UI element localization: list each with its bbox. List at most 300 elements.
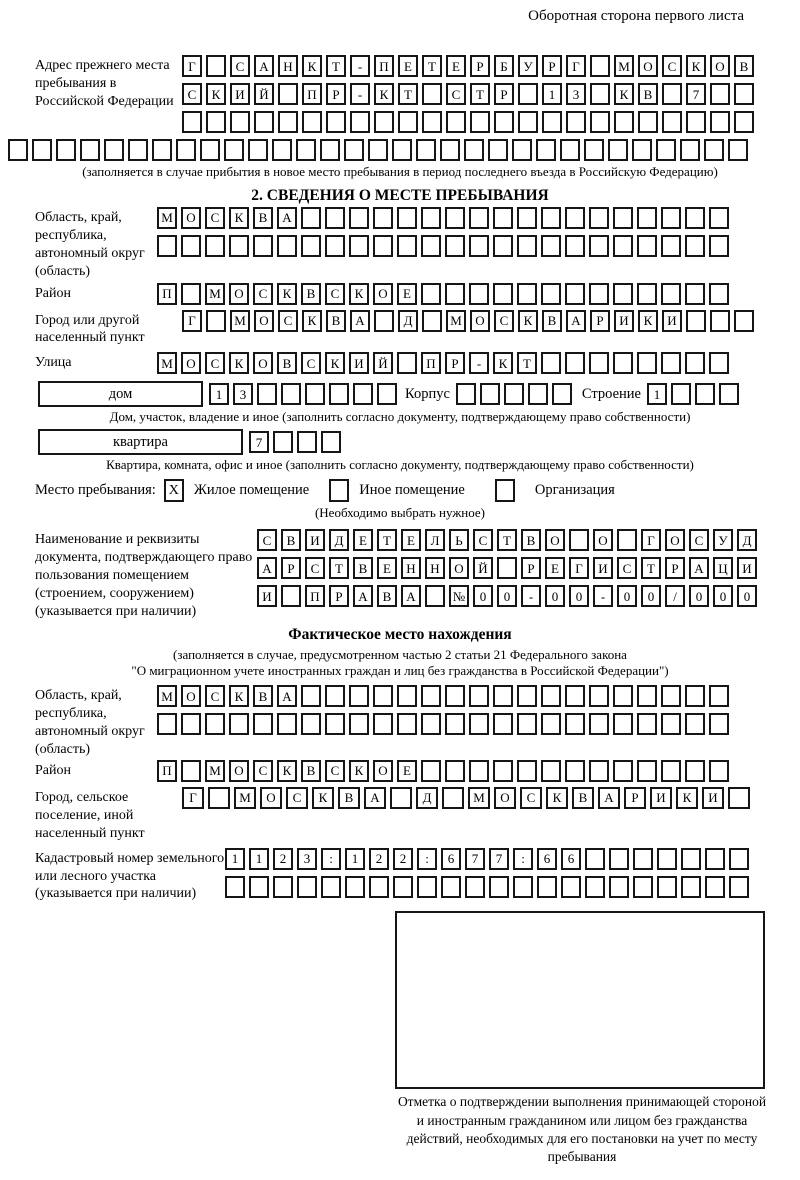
char-cell[interactable] [273, 876, 293, 898]
char-cell[interactable] [441, 876, 461, 898]
char-cell[interactable]: К [349, 760, 369, 782]
char-cell[interactable]: - [350, 83, 370, 105]
char-cell[interactable] [637, 760, 657, 782]
char-cell[interactable] [422, 83, 442, 105]
char-cell[interactable]: О [494, 787, 516, 809]
char-cell[interactable]: М [614, 55, 634, 77]
char-cell[interactable] [561, 876, 581, 898]
char-cell[interactable] [513, 876, 533, 898]
char-cell[interactable] [208, 787, 230, 809]
char-cell[interactable]: / [665, 585, 685, 607]
char-cell[interactable] [493, 207, 513, 229]
char-cell[interactable] [709, 235, 729, 257]
char-cell[interactable]: А [277, 685, 297, 707]
char-cell[interactable]: О [260, 787, 282, 809]
char-cell[interactable]: О [181, 685, 201, 707]
char-cell[interactable]: 1 [209, 383, 229, 405]
char-cell[interactable] [181, 760, 201, 782]
char-cell[interactable] [566, 111, 586, 133]
char-cell[interactable]: Ь [449, 529, 469, 551]
char-cell[interactable]: К [676, 787, 698, 809]
char-cell[interactable] [181, 713, 201, 735]
char-cell[interactable]: В [734, 55, 754, 77]
char-cell[interactable] [181, 283, 201, 305]
char-cell[interactable]: В [301, 283, 321, 305]
char-cell[interactable]: Ц [713, 557, 733, 579]
char-cell[interactable]: Е [446, 55, 466, 77]
char-cell[interactable]: Б [494, 55, 514, 77]
char-cell[interactable]: К [638, 310, 658, 332]
char-cell[interactable]: Е [397, 283, 417, 305]
char-cell[interactable]: 0 [713, 585, 733, 607]
char-cell[interactable] [552, 383, 572, 405]
char-cell[interactable]: А [277, 207, 297, 229]
char-cell[interactable]: О [373, 283, 393, 305]
char-cell[interactable] [272, 139, 292, 161]
char-cell[interactable] [302, 111, 322, 133]
char-cell[interactable]: К [302, 310, 322, 332]
char-cell[interactable] [637, 685, 657, 707]
char-cell[interactable]: Г [569, 557, 589, 579]
char-cell[interactable] [705, 848, 725, 870]
char-cell[interactable] [728, 139, 748, 161]
char-cell[interactable]: 0 [641, 585, 661, 607]
char-cell[interactable]: К [374, 83, 394, 105]
char-cell[interactable]: Т [398, 83, 418, 105]
char-cell[interactable]: С [286, 787, 308, 809]
char-cell[interactable] [517, 235, 537, 257]
char-cell[interactable] [253, 713, 273, 735]
char-cell[interactable] [518, 111, 538, 133]
char-cell[interactable] [541, 235, 561, 257]
char-cell[interactable]: С [520, 787, 542, 809]
char-cell[interactable]: К [229, 207, 249, 229]
char-cell[interactable]: А [350, 310, 370, 332]
char-cell[interactable]: С [301, 352, 321, 374]
char-cell[interactable]: А [401, 585, 421, 607]
char-cell[interactable] [469, 283, 489, 305]
char-cell[interactable] [541, 283, 561, 305]
char-cell[interactable] [325, 207, 345, 229]
char-cell[interactable]: Д [398, 310, 418, 332]
char-cell[interactable] [685, 352, 705, 374]
char-cell[interactable]: К [325, 352, 345, 374]
char-cell[interactable]: С [325, 283, 345, 305]
char-cell[interactable]: И [230, 83, 250, 105]
char-cell[interactable]: В [253, 207, 273, 229]
char-cell[interactable] [661, 283, 681, 305]
char-cell[interactable]: И [593, 557, 613, 579]
char-cell[interactable]: О [254, 310, 274, 332]
char-cell[interactable] [709, 283, 729, 305]
char-cell[interactable]: Т [326, 55, 346, 77]
char-cell[interactable] [277, 713, 297, 735]
char-cell[interactable] [277, 235, 297, 257]
char-cell[interactable] [614, 111, 634, 133]
char-cell[interactable] [590, 55, 610, 77]
char-cell[interactable]: 0 [497, 585, 517, 607]
char-cell[interactable]: П [374, 55, 394, 77]
char-cell[interactable] [321, 431, 341, 453]
char-cell[interactable] [181, 235, 201, 257]
char-cell[interactable] [442, 787, 464, 809]
char-cell[interactable] [390, 787, 412, 809]
char-cell[interactable] [297, 876, 317, 898]
char-cell[interactable] [325, 685, 345, 707]
char-cell[interactable]: 7 [686, 83, 706, 105]
char-cell[interactable]: И [257, 585, 277, 607]
char-cell[interactable] [417, 876, 437, 898]
char-cell[interactable]: Р [470, 55, 490, 77]
char-cell[interactable] [709, 713, 729, 735]
char-cell[interactable]: К [302, 55, 322, 77]
char-cell[interactable] [368, 139, 388, 161]
char-cell[interactable] [734, 310, 754, 332]
char-cell[interactable]: П [421, 352, 441, 374]
char-cell[interactable]: О [470, 310, 490, 332]
char-cell[interactable] [685, 685, 705, 707]
char-cell[interactable]: О [181, 352, 201, 374]
char-cell[interactable] [249, 876, 269, 898]
char-cell[interactable] [206, 55, 226, 77]
char-cell[interactable] [465, 876, 485, 898]
char-cell[interactable]: П [157, 283, 177, 305]
char-cell[interactable]: 3 [233, 383, 253, 405]
char-cell[interactable]: 1 [249, 848, 269, 870]
char-cell[interactable]: К [206, 83, 226, 105]
char-cell[interactable]: Н [425, 557, 445, 579]
char-cell[interactable]: С [230, 55, 250, 77]
char-cell[interactable] [281, 585, 301, 607]
char-cell[interactable] [609, 848, 629, 870]
char-cell[interactable] [421, 235, 441, 257]
char-cell[interactable] [709, 685, 729, 707]
char-cell[interactable]: 2 [273, 848, 293, 870]
char-cell[interactable] [273, 431, 293, 453]
char-cell[interactable] [493, 760, 513, 782]
char-cell[interactable]: Т [377, 529, 397, 551]
char-cell[interactable]: Е [401, 529, 421, 551]
char-cell[interactable]: К [229, 352, 249, 374]
char-cell[interactable]: В [281, 529, 301, 551]
char-cell[interactable] [206, 111, 226, 133]
char-cell[interactable] [205, 235, 225, 257]
char-cell[interactable] [353, 383, 373, 405]
char-cell[interactable] [257, 383, 277, 405]
char-cell[interactable]: 0 [617, 585, 637, 607]
char-cell[interactable]: 0 [689, 585, 709, 607]
char-cell[interactable]: К [312, 787, 334, 809]
char-cell[interactable]: И [737, 557, 757, 579]
char-cell[interactable] [325, 235, 345, 257]
char-cell[interactable] [710, 83, 730, 105]
char-cell[interactable]: Р [329, 585, 349, 607]
char-cell[interactable] [32, 139, 52, 161]
char-cell[interactable] [445, 685, 465, 707]
char-cell[interactable]: 3 [297, 848, 317, 870]
char-cell[interactable] [589, 352, 609, 374]
char-cell[interactable] [565, 235, 585, 257]
char-cell[interactable]: О [593, 529, 613, 551]
char-cell[interactable] [709, 760, 729, 782]
char-cell[interactable]: И [614, 310, 634, 332]
char-cell[interactable] [584, 139, 604, 161]
char-cell[interactable]: 6 [561, 848, 581, 870]
char-cell[interactable] [206, 310, 226, 332]
char-cell[interactable]: О [449, 557, 469, 579]
char-cell[interactable]: Д [737, 529, 757, 551]
char-cell[interactable]: Т [422, 55, 442, 77]
char-cell[interactable] [662, 83, 682, 105]
checkbox-organizatsiya[interactable] [495, 479, 515, 502]
char-cell[interactable] [637, 352, 657, 374]
char-cell[interactable] [469, 685, 489, 707]
char-cell[interactable] [469, 207, 489, 229]
char-cell[interactable]: Р [590, 310, 610, 332]
char-cell[interactable] [705, 876, 725, 898]
char-cell[interactable]: И [305, 529, 325, 551]
char-cell[interactable]: Е [545, 557, 565, 579]
char-cell[interactable]: Г [182, 787, 204, 809]
char-cell[interactable]: И [349, 352, 369, 374]
char-cell[interactable]: У [713, 529, 733, 551]
char-cell[interactable] [493, 713, 513, 735]
char-cell[interactable]: М [157, 352, 177, 374]
char-cell[interactable] [657, 848, 677, 870]
char-cell[interactable] [542, 111, 562, 133]
char-cell[interactable]: К [686, 55, 706, 77]
char-cell[interactable] [176, 139, 196, 161]
char-cell[interactable] [422, 111, 442, 133]
char-cell[interactable]: В [377, 585, 397, 607]
char-cell[interactable] [662, 111, 682, 133]
char-cell[interactable] [377, 383, 397, 405]
char-cell[interactable] [157, 713, 177, 735]
char-cell[interactable]: Г [641, 529, 661, 551]
char-cell[interactable] [349, 713, 369, 735]
char-cell[interactable] [278, 111, 298, 133]
char-cell[interactable]: 2 [393, 848, 413, 870]
char-cell[interactable]: П [302, 83, 322, 105]
char-cell[interactable] [565, 685, 585, 707]
char-cell[interactable] [632, 139, 652, 161]
char-cell[interactable] [349, 685, 369, 707]
char-cell[interactable] [637, 283, 657, 305]
char-cell[interactable] [637, 713, 657, 735]
char-cell[interactable] [504, 383, 524, 405]
char-cell[interactable]: О [665, 529, 685, 551]
char-cell[interactable] [565, 352, 585, 374]
char-cell[interactable]: С [325, 760, 345, 782]
char-cell[interactable] [661, 235, 681, 257]
char-cell[interactable] [445, 235, 465, 257]
char-cell[interactable]: С [662, 55, 682, 77]
char-cell[interactable] [224, 139, 244, 161]
char-cell[interactable] [728, 787, 750, 809]
char-cell[interactable]: С [253, 760, 273, 782]
char-cell[interactable] [393, 876, 413, 898]
char-cell[interactable] [617, 529, 637, 551]
char-cell[interactable]: В [277, 352, 297, 374]
char-cell[interactable] [497, 557, 517, 579]
char-cell[interactable] [661, 760, 681, 782]
char-cell[interactable] [613, 235, 633, 257]
char-cell[interactable] [445, 207, 465, 229]
char-cell[interactable] [734, 111, 754, 133]
char-cell[interactable]: Й [473, 557, 493, 579]
char-cell[interactable] [585, 876, 605, 898]
char-cell[interactable] [374, 310, 394, 332]
char-cell[interactable]: В [253, 685, 273, 707]
char-cell[interactable] [392, 139, 412, 161]
char-cell[interactable] [613, 760, 633, 782]
char-cell[interactable] [425, 585, 445, 607]
char-cell[interactable]: О [710, 55, 730, 77]
char-cell[interactable]: С [446, 83, 466, 105]
char-cell[interactable] [225, 876, 245, 898]
char-cell[interactable]: А [566, 310, 586, 332]
char-cell[interactable] [305, 383, 325, 405]
char-cell[interactable]: К [518, 310, 538, 332]
char-cell[interactable]: - [350, 55, 370, 77]
char-cell[interactable] [445, 713, 465, 735]
char-cell[interactable] [320, 139, 340, 161]
char-cell[interactable]: 1 [345, 848, 365, 870]
char-cell[interactable] [421, 207, 441, 229]
char-cell[interactable] [104, 139, 124, 161]
char-cell[interactable] [719, 383, 739, 405]
char-cell[interactable]: А [254, 55, 274, 77]
char-cell[interactable] [565, 283, 585, 305]
char-cell[interactable] [344, 139, 364, 161]
char-cell[interactable]: 7 [489, 848, 509, 870]
checkbox-zhiloe[interactable]: X [164, 479, 184, 502]
char-cell[interactable] [493, 235, 513, 257]
char-cell[interactable]: С [253, 283, 273, 305]
char-cell[interactable] [480, 383, 500, 405]
char-cell[interactable] [589, 713, 609, 735]
char-cell[interactable]: А [257, 557, 277, 579]
char-cell[interactable]: - [593, 585, 613, 607]
char-cell[interactable]: П [305, 585, 325, 607]
char-cell[interactable] [512, 139, 532, 161]
char-cell[interactable] [671, 383, 691, 405]
char-cell[interactable]: 2 [369, 848, 389, 870]
char-cell[interactable] [469, 760, 489, 782]
char-cell[interactable]: Н [278, 55, 298, 77]
char-cell[interactable] [349, 235, 369, 257]
char-cell[interactable] [325, 713, 345, 735]
char-cell[interactable]: С [205, 207, 225, 229]
char-cell[interactable] [656, 139, 676, 161]
char-cell[interactable]: М [468, 787, 490, 809]
char-cell[interactable] [565, 713, 585, 735]
char-cell[interactable]: Р [542, 55, 562, 77]
char-cell[interactable] [464, 139, 484, 161]
char-cell[interactable] [613, 352, 633, 374]
char-cell[interactable]: 0 [473, 585, 493, 607]
char-cell[interactable] [398, 111, 418, 133]
char-cell[interactable]: С [473, 529, 493, 551]
char-cell[interactable]: Р [624, 787, 646, 809]
char-cell[interactable]: В [638, 83, 658, 105]
char-cell[interactable] [373, 713, 393, 735]
char-cell[interactable] [446, 111, 466, 133]
char-cell[interactable] [297, 431, 317, 453]
char-cell[interactable] [421, 685, 441, 707]
char-cell[interactable] [205, 713, 225, 735]
char-cell[interactable] [373, 207, 393, 229]
char-cell[interactable] [541, 760, 561, 782]
char-cell[interactable] [80, 139, 100, 161]
char-cell[interactable]: В [521, 529, 541, 551]
char-cell[interactable]: О [181, 207, 201, 229]
char-cell[interactable] [326, 111, 346, 133]
char-cell[interactable]: 7 [465, 848, 485, 870]
char-cell[interactable] [685, 760, 705, 782]
char-cell[interactable]: М [157, 685, 177, 707]
char-cell[interactable]: И [702, 787, 724, 809]
char-cell[interactable] [301, 235, 321, 257]
char-cell[interactable]: 0 [569, 585, 589, 607]
char-cell[interactable] [397, 352, 417, 374]
char-cell[interactable]: Г [182, 310, 202, 332]
char-cell[interactable]: М [446, 310, 466, 332]
char-cell[interactable]: А [353, 585, 373, 607]
char-cell[interactable] [685, 207, 705, 229]
char-cell[interactable]: И [662, 310, 682, 332]
char-cell[interactable]: 3 [566, 83, 586, 105]
char-cell[interactable] [517, 207, 537, 229]
char-cell[interactable]: Р [665, 557, 685, 579]
char-cell[interactable] [229, 235, 249, 257]
char-cell[interactable] [685, 235, 705, 257]
char-cell[interactable] [301, 713, 321, 735]
char-cell[interactable] [589, 685, 609, 707]
char-cell[interactable] [421, 283, 441, 305]
char-cell[interactable] [569, 529, 589, 551]
char-cell[interactable]: К [277, 760, 297, 782]
char-cell[interactable]: Р [326, 83, 346, 105]
char-cell[interactable]: М [230, 310, 250, 332]
char-cell[interactable]: Е [353, 529, 373, 551]
char-cell[interactable] [560, 139, 580, 161]
char-cell[interactable]: О [373, 760, 393, 782]
char-cell[interactable]: Р [494, 83, 514, 105]
char-cell[interactable] [445, 760, 465, 782]
char-cell[interactable] [585, 848, 605, 870]
char-cell[interactable]: К [229, 685, 249, 707]
char-cell[interactable] [637, 207, 657, 229]
char-cell[interactable] [440, 139, 460, 161]
char-cell[interactable] [590, 111, 610, 133]
char-cell[interactable] [729, 876, 749, 898]
char-cell[interactable]: О [229, 760, 249, 782]
char-cell[interactable] [200, 139, 220, 161]
char-cell[interactable]: М [157, 207, 177, 229]
char-cell[interactable] [704, 139, 724, 161]
char-cell[interactable]: С [257, 529, 277, 551]
char-cell[interactable] [230, 111, 250, 133]
char-cell[interactable] [157, 235, 177, 257]
char-cell[interactable] [374, 111, 394, 133]
char-cell[interactable] [681, 848, 701, 870]
char-cell[interactable]: А [364, 787, 386, 809]
char-cell[interactable]: В [326, 310, 346, 332]
char-cell[interactable] [493, 283, 513, 305]
char-cell[interactable] [345, 876, 365, 898]
char-cell[interactable] [489, 876, 509, 898]
